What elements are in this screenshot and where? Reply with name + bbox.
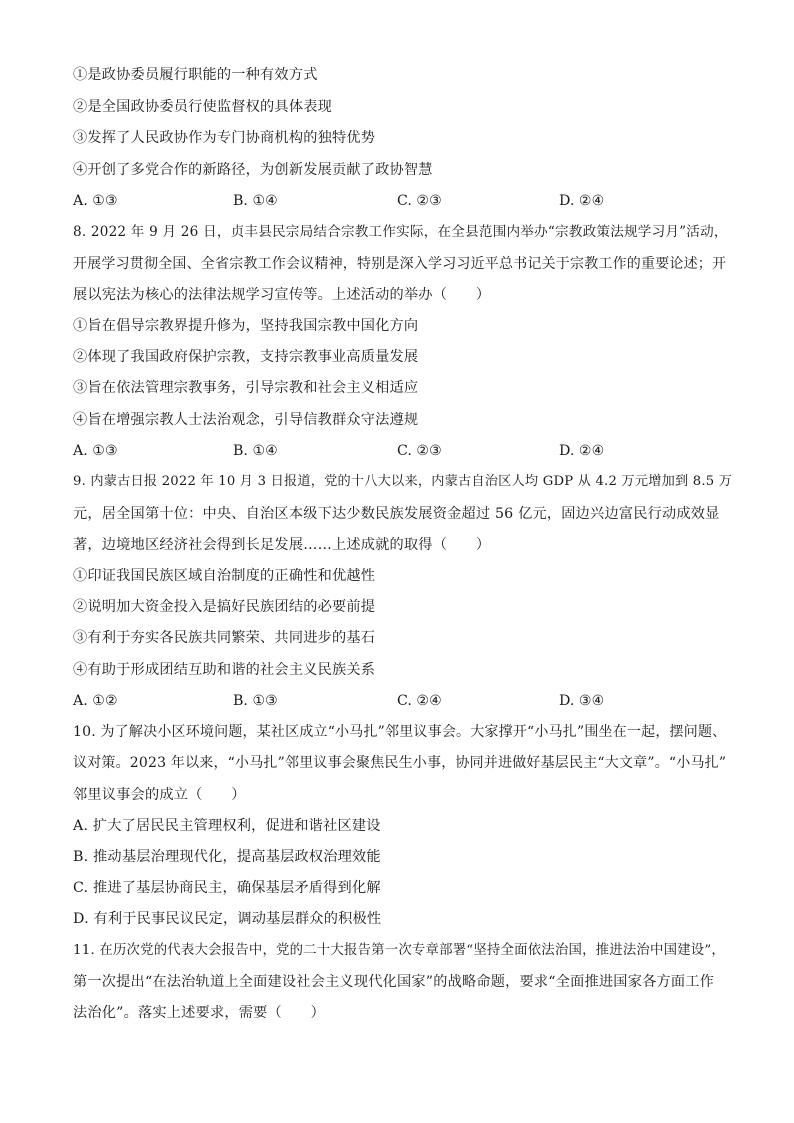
q9-statement-4: ④有助于形成团结互助和谐的社会主义民族关系 — [73, 662, 376, 678]
q8-stem-line-2: 开展学习贯彻全国、全省宗教工作会议精神，特别是深入学习习近平总书记关于宗教工作的重要论述；开 — [73, 256, 727, 272]
q8-option-c: C. ②③ — [397, 443, 442, 459]
q8-statement-1: ①旨在倡导宗教界提升修为，坚持我国宗教中国化方向 — [73, 318, 419, 334]
q7-option-c: C. ②③ — [397, 193, 442, 209]
q9-options — [73, 691, 733, 711]
q8-option-a: A. ①③ — [73, 443, 118, 459]
q11-stem-line-3: 法治化”。落实上述要求，需要（ ） — [73, 1005, 326, 1021]
q7-options — [73, 191, 733, 211]
q9-stem-line-1: 9. 内蒙古日报 2022 年 10 月 3 日报道，党的十八大以来，内蒙古自治区人均 GDP 从 4.2 万元增加到 8.5 万 — [73, 474, 733, 489]
q8-statement-4: ④旨在增强宗教人士法治观念，引导信教群众守法遵规 — [73, 412, 419, 428]
q9-statement-3: ③有利于夯实各民族共同繁荣、共同进步的基石 — [73, 630, 376, 646]
q8-stem-line-3: 展以宪法为核心的法律法规学习宣传等。上述活动的举办（ ） — [73, 287, 491, 303]
q8-option-d: D. ②④ — [559, 443, 605, 459]
q7-option-d: D. ②④ — [559, 193, 605, 209]
q11-stem-line-2: 第一次提出“在法治轨道上全面建设社会主义现代化国家”的战略命题，要求“全面推进国家各方面工作 — [73, 974, 715, 990]
q9-statement-1: ①印证我国民族区域自治制度的正确性和优越性 — [73, 568, 376, 584]
q10-stem-line-1: 10. 为了解决小区环境问题，某社区成立“小马扎”邻里议事会。大家撑开“小马扎”围坐在一起，摆问题、 — [73, 724, 727, 740]
q8-options — [73, 441, 733, 461]
q10-option-b: B. 推动基层治理现代化，提高基层政权治理效能 — [73, 849, 381, 865]
q9-option-d: D. ③④ — [559, 693, 605, 709]
q7-option-b: B. ①④ — [233, 193, 278, 209]
q9-statement-2: ②说明加大资金投入是搞好民族团结的必要前提 — [73, 599, 376, 615]
q8-option-b: B. ①④ — [233, 443, 278, 459]
q9-stem-line-2: 元，居全国第十位：中央、自治区本级下达少数民族发展资金超过 56 亿元，固边兴边富民行动成效显 — [73, 506, 720, 522]
q11-stem-line-1: 11. 在历次党的代表大会报告中，党的二十大报告第一次专章部署“坚持全面依法治国，推进法治中国建设”， — [73, 943, 726, 958]
q7-statement-2: ②是全国政协委员行使监督权的具体表现 — [73, 99, 332, 115]
q8-statement-3: ③旨在依法管理宗教事务，引导宗教和社会主义相适应 — [73, 380, 419, 396]
q9-option-c: C. ②④ — [397, 693, 442, 709]
q10-option-c: C. 推进了基层协商民主，确保基层矛盾得到化解 — [73, 880, 381, 896]
q9-option-b: B. ①③ — [233, 693, 278, 709]
q9-stem-line-3: 著，边境地区经济社会得到长足发展……上述成就的取得（ ） — [73, 537, 491, 553]
q7-statement-1: ①是政协委员履行职能的一种有效方式 — [73, 67, 318, 83]
q7-option-a: A. ①③ — [73, 193, 118, 209]
q9-option-a: A. ①② — [73, 693, 118, 709]
q10-stem-line-2: 议对策。2023 年以来，“小马扎”邻里议事会聚焦民生小事，协同并进做好基层民主“大文章”。“小马扎” — [73, 755, 727, 771]
q10-option-a: A. 扩大了居民民主管理权利，促进和谐社区建设 — [73, 818, 381, 834]
q8-stem-line-1: 8. 2022 年 9 月 26 日，贞丰县民宗局结合宗教工作实际，在全县范围内举办“宗教政策法规学习月”活动， — [73, 224, 728, 240]
q7-statement-4: ④开创了多党合作的新路径，为创新发展贡献了政协智慧 — [73, 162, 433, 178]
q8-statement-2: ②体现了我国政府保护宗教，支持宗教事业高质量发展 — [73, 349, 419, 365]
q10-stem-line-3: 邻里议事会的成立（ ） — [73, 787, 246, 803]
q7-statement-3: ③发挥了人民政协作为专门协商机构的独特优势 — [73, 130, 376, 146]
q10-option-d: D. 有利于民事民议民定，调动基层群众的积极性 — [73, 911, 382, 927]
